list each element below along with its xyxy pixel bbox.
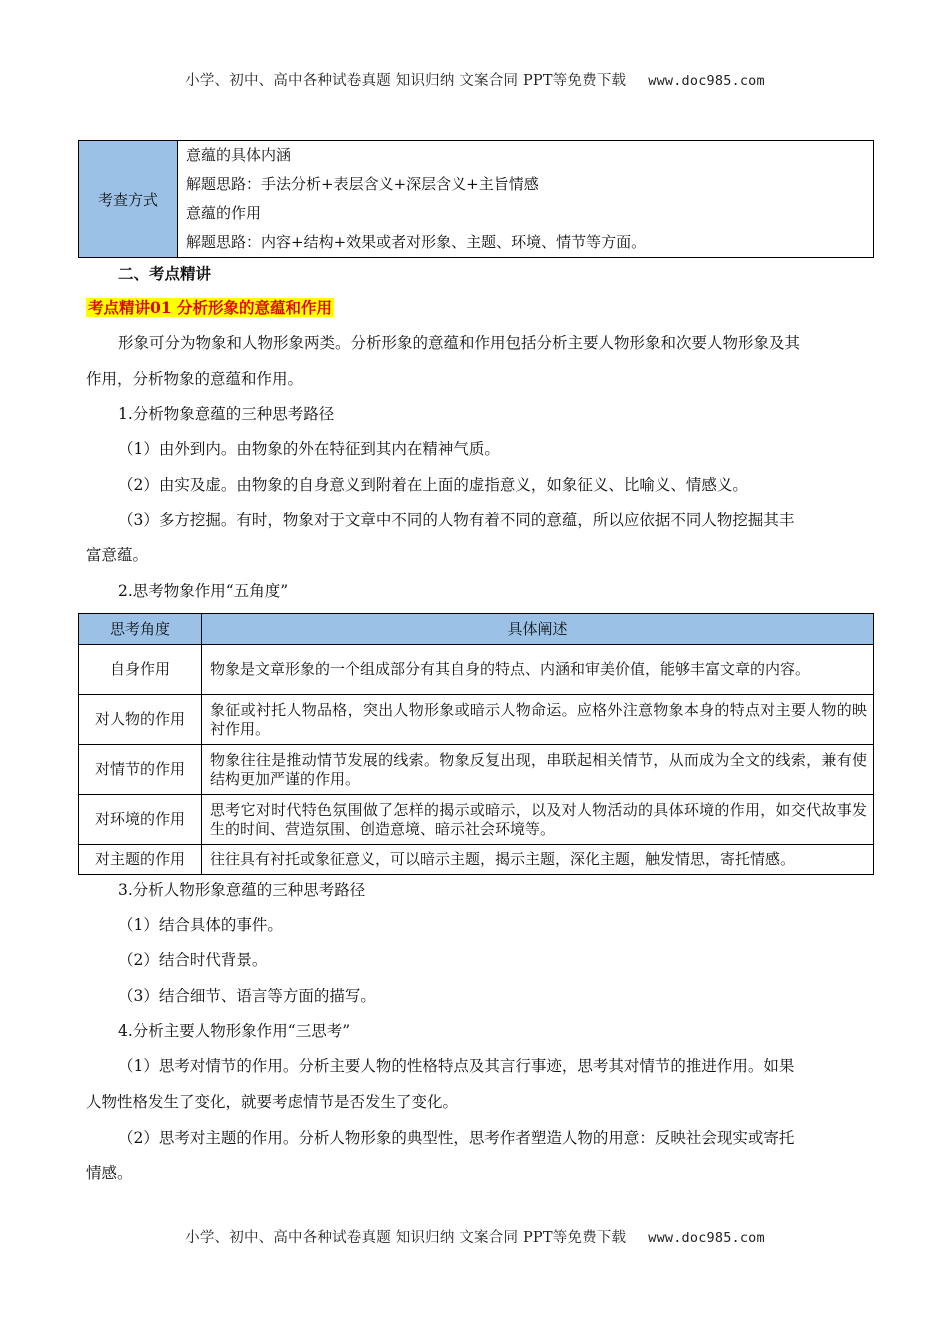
exam-method-content xyxy=(178,141,874,258)
role-angle-cell: 对人物的作用 xyxy=(79,695,202,745)
role-angle-cell: 对主题的作用 xyxy=(79,845,202,875)
part3-item-1: （1）结合具体的事件。 xyxy=(118,916,283,934)
role-angle-cell: 自身作用 xyxy=(79,645,202,695)
exam-method-line: 意蕴的具体内涵 xyxy=(186,146,292,164)
page-header xyxy=(0,69,950,90)
footer-text: 小学、初中、高中各种试卷真题 知识归纳 文案合同 PPT等免费下载 xyxy=(185,1230,627,1246)
table-row xyxy=(79,745,874,795)
table-row xyxy=(79,695,874,745)
part3-title: 3.分析人物形象意蕴的三种思考路径 xyxy=(118,881,366,899)
table-row xyxy=(79,845,874,875)
part1-item-2: （2）由实及虚。由物象的自身意义到附着在上面的虚指意义，如象征义、比喻义、情感义。 xyxy=(118,476,748,494)
role-table xyxy=(78,613,874,875)
table-row xyxy=(79,645,874,695)
part4-item-1-line-1: （1）思考对情节的作用。分析主要人物的性格特点及其言行事迹，思考其对情节的推进作用。如果 xyxy=(118,1057,795,1075)
part4-title: 4.分析主要人物形象作用“三思考” xyxy=(118,1022,351,1040)
footer-url[interactable]: www.doc985.com xyxy=(648,1230,765,1246)
exam-method-table xyxy=(78,140,874,258)
highlight-title-wrap xyxy=(86,298,334,318)
exam-method-line: 解题思路：手法分析+表层含义+深层含义+主旨情感 xyxy=(186,175,539,193)
role-desc-cell: 象征或衬托人物品格，突出人物形象或暗示人物命运。应格外注意物象本身的特点对主要人物的映衬作用。 xyxy=(202,695,874,745)
part4-item-1-line-2: 人物性格发生了变化，就要考虑情节是否发生了变化。 xyxy=(86,1093,459,1111)
role-table-header-angle: 思考角度 xyxy=(79,614,202,645)
exam-method-line: 意蕴的作用 xyxy=(186,204,262,222)
highlight-title: 考点精讲01 分析形象的意蕴和作用 xyxy=(88,298,332,317)
table-row xyxy=(79,795,874,845)
exam-method-label: 考查方式 xyxy=(79,141,178,258)
intro-line-2: 作用，分析物象的意蕴和作用。 xyxy=(86,370,304,388)
role-table-header-row xyxy=(79,614,874,645)
header-url[interactable]: www.doc985.com xyxy=(648,73,765,89)
part4-item-2-line-1: （2）思考对主题的作用。分析人物形象的典型性，思考作者塑造人物的用意：反映社会现实或寄托 xyxy=(118,1129,795,1147)
intro-line-1: 形象可分为物象和人物形象两类。分析形象的意蕴和作用包括分析主要人物形象和次要人物形象及其 xyxy=(118,334,801,352)
role-desc-cell: 物象往往是推动情节发展的线索。物象反复出现，串联起相关情节，从而成为全文的线索，兼有使结构更加严谨的作用。 xyxy=(202,745,874,795)
role-table-header-desc: 具体阐述 xyxy=(202,614,874,645)
part2-title: 2.思考物象作用“五角度” xyxy=(118,582,289,600)
exam-method-line: 解题思路：内容+结构+效果或者对形象、主题、环境、情节等方面。 xyxy=(186,233,647,251)
header-text: 小学、初中、高中各种试卷真题 知识归纳 文案合同 PPT等免费下载 xyxy=(185,73,627,89)
part3-item-3: （3）结合细节、语言等方面的描写。 xyxy=(118,987,376,1005)
section-title: 二、考点精讲 xyxy=(118,264,212,283)
part1-item-1: （1）由外到内。由物象的外在特征到其内在精神气质。 xyxy=(118,440,500,458)
part1-item-3-line-1: （3）多方挖掘。有时，物象对于文章中不同的人物有着不同的意蕴，所以应依据不同人物挖掘其丰 xyxy=(118,511,795,529)
page-footer xyxy=(0,1226,950,1247)
part4-item-2-line-2: 情感。 xyxy=(86,1164,133,1182)
part1-title: 1.分析物象意蕴的三种思考路径 xyxy=(118,405,335,423)
role-desc-cell: 思考它对时代特色氛围做了怎样的揭示或暗示，以及对人物活动的具体环境的作用，如交代故事发生的时间、营造氛围、创造意境、暗示社会环境等。 xyxy=(202,795,874,845)
role-desc-cell: 物象是文章形象的一个组成部分有其自身的特点、内涵和审美价值，能够丰富文章的内容。 xyxy=(202,645,874,695)
role-angle-cell: 对环境的作用 xyxy=(79,795,202,845)
role-angle-cell: 对情节的作用 xyxy=(79,745,202,795)
part3-item-2: （2）结合时代背景。 xyxy=(118,951,268,969)
part1-item-3-line-2: 富意蕴。 xyxy=(86,546,149,564)
role-desc-cell: 往往具有衬托或象征意义，可以暗示主题，揭示主题，深化主题，触发情思，寄托情感。 xyxy=(202,845,874,875)
